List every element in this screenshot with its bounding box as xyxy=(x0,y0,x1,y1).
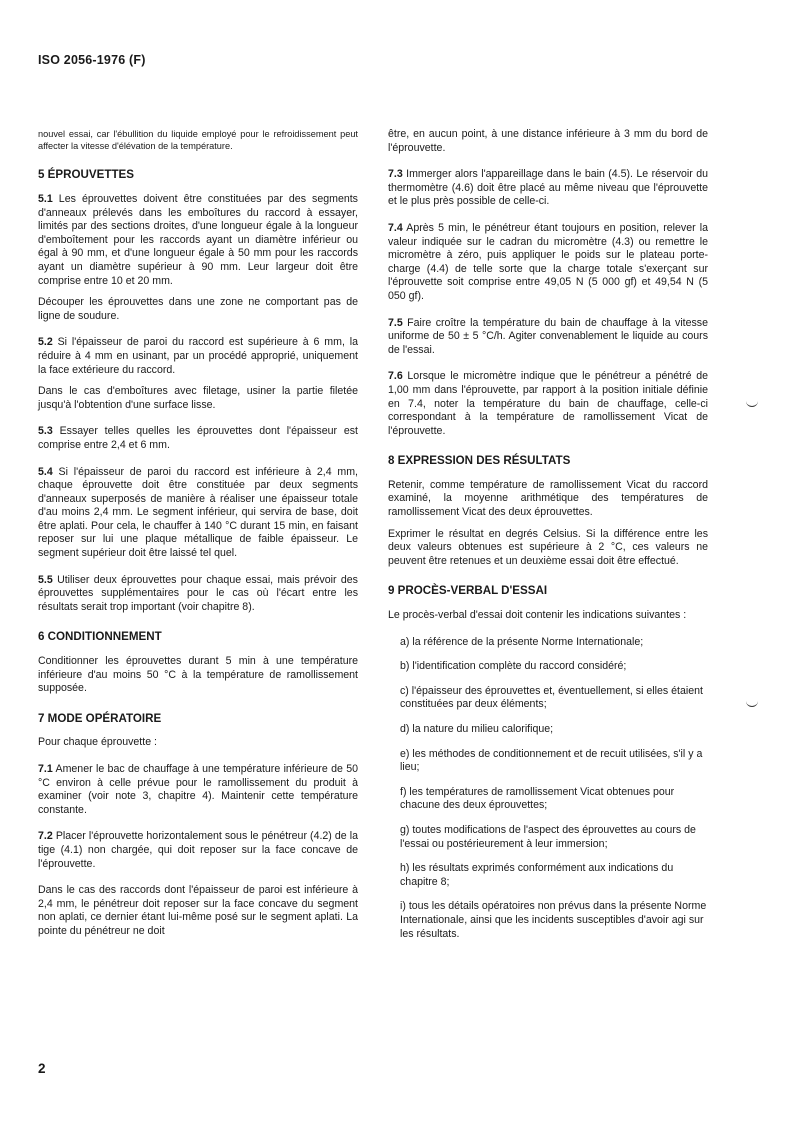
clause-text: Lorsque le micromètre indique que le pénétreur a pénétré de 1,00 mm dans l'éprouvette, par rapport à la position initiale définie en 7.4, noter la température du bain de chauffage, celle-ci correspondant à la température de ramollissement Vicat de l'éprouvette. xyxy=(388,370,708,437)
list-item: b) l'identification complète du raccord considéré; xyxy=(400,660,627,673)
list-item: d) la nature du milieu calorifique; xyxy=(400,723,554,735)
clause-6: Conditionner les éprouvettes durant 5 min à une température inférieure d'au moins 50 °C à la température de ramollissement supposée. xyxy=(38,655,358,695)
section-7-intro: Pour chaque éprouvette : xyxy=(38,736,157,749)
section-7-title: 7 MODE OPÉRATOIRE xyxy=(38,711,162,725)
clause-number: 7.1 xyxy=(38,763,53,775)
clause-text: Immerger alors l'appareillage dans le bain (4.5). Le réservoir du thermomètre (4.6) doit être placé au même niveau que l'éprouvette et le plus près possible de celle-ci. xyxy=(388,168,708,208)
clause-text: Si l'épaisseur de paroi du raccord est supérieure à 6 mm, la réduire à 4 mm en usinant, par un procédé approprié, uniquement la face extérieure du raccord. xyxy=(38,336,358,376)
clause-text: Placer l'éprouvette horizontalement sous le pénétreur (4.2) de la tige (4.1) non chargée, qui doit reposer sur la face concave de l'éprouvette. xyxy=(38,830,358,870)
list-item: f) les températures de ramollissement Vicat obtenues pour chacune des deux éprouvettes; xyxy=(400,785,675,812)
list-item: g) toutes modifications de l'aspect des éprouvettes au cours de l'essai ou postérieurement à leur immersion; xyxy=(400,823,696,850)
clause-number: 7.2 xyxy=(38,830,53,843)
clause-number: 7.4 xyxy=(388,221,403,234)
clause-number: 7.3 xyxy=(388,168,403,181)
list-item: a) la référence de la présente Norme Internationale; xyxy=(400,635,644,648)
clause-number: 5.5 xyxy=(38,573,53,586)
list-item: i) tous les détails opératoires non prévus dans la présente Norme Internationale, ainsi que les incidents susceptibles d'avoir agi sur les résultats. xyxy=(400,900,707,940)
clause-7-2-b: Dans le cas des raccords dont l'épaisseur de paroi est inférieure à 2,4 mm, le pénétreur doit reposer sur la face concave du segment non aplati, ce dernier étant lui-même posé sur le segment aplati. La pointe du pénétreur ne doit xyxy=(38,884,358,937)
margin-mark-icon xyxy=(746,400,758,407)
clause-text: Amener le bac de chauffage à une température inférieure de 50 °C environ à celle prévue pour le ramollissement du produit à examiner (voir note 3, chapitre 4). Maintenir cette température constante. xyxy=(38,763,359,816)
clause-text: Essayer telles quelles les éprouvettes dont l'épaisseur est comprise entre 2,4 et 6 mm. xyxy=(38,425,358,451)
clause-5-5 xyxy=(38,574,358,615)
clause-7-5 xyxy=(388,317,708,358)
clause-7-3 xyxy=(388,168,708,209)
clause-number: 7.6 xyxy=(388,370,403,383)
section-6-title: 6 CONDITIONNEMENT xyxy=(38,630,162,644)
clause-5-2-b: Dans le cas d'emboîtures avec filetage, usiner la partie filetée jusqu'à l'obtention d'une surface lisse. xyxy=(38,385,358,411)
clause-5-2 xyxy=(38,336,358,377)
clause-7-2 xyxy=(38,830,358,871)
section-5-title: 5 ÉPROUVETTES xyxy=(38,168,134,182)
section-8-title: 8 EXPRESSION DES RÉSULTATS xyxy=(388,454,571,468)
left-column xyxy=(38,128,358,947)
clause-5-4 xyxy=(38,466,358,561)
intro-paragraph: nouvel essai, car l'ébullition du liquide employé pour le refroidissement peut affecter la vitesse d'élévation de la température. xyxy=(38,129,358,152)
clause-number: 5.3 xyxy=(38,425,53,438)
clause-7-2-continued: être, en aucun point, à une distance inférieure à 3 mm du bord de l'éprouvette. xyxy=(388,128,708,154)
clause-text: Les éprouvettes doivent être constituées par des segments d'anneaux prélevés dans les emboîtures du raccord à essayer, limités par des sections droites, d'une longueur égale à la longueur d'emboîtement pour les raccords ayant un diamètre inférieur ou égal à 90 mm, et d'une longueur égale à 50 mm pour les raccords ayant un diamètre supérieur à 90 mm. Leur largeur doit être comprise entre 10 et 20 mm. xyxy=(38,193,358,287)
clause-5-1-b: Découper les éprouvettes dans une zone ne comportant pas de ligne de soudure. xyxy=(38,296,358,322)
list-item: h) les résultats exprimés conformément aux indications du chapitre 8; xyxy=(400,862,674,888)
clause-7-1 xyxy=(38,763,358,817)
clause-7-4 xyxy=(388,222,708,304)
margin-mark-icon xyxy=(746,700,758,707)
clause-text: Utiliser deux éprouvettes pour chaque essai, mais prévoir des éprouvettes supplémentaires pour le cas où l'écart entre les résultats serait trop important (voir chapitre 8). xyxy=(38,573,358,613)
clause-text: Si l'épaisseur de paroi du raccord est inférieure à 2,4 mm, chaque éprouvette doit être constituée par deux segments d'anneaux superposés de manière à réaliser une épaisseur totale d'au moins 2,4 mm. Le segment inférieur, qui servira de base, doit être aplati. Pour cela, le chauffer à 140 °C durant 15 min, en faisant reposer sur lui une plaque métallique de faible épaisseur. Le segment supérieur doit être laissé tel quel. xyxy=(38,465,358,560)
list-item: e) les méthodes de conditionnement et de recuit utilisées, s'il y a lieu; xyxy=(400,747,703,774)
clause-number: 7.5 xyxy=(388,316,403,329)
clause-7-6 xyxy=(388,370,708,438)
list-item: c) l'épaisseur des éprouvettes et, éventuellement, si elles étaient constituées par deux éléments; xyxy=(400,684,703,711)
clause-5-3 xyxy=(38,425,358,452)
right-column xyxy=(388,128,708,952)
clause-text: Faire croître la température du bain de chauffage à la vitesse uniforme de 50 ± 5 °C/h. Agiter convenablement le liquide au cours de l'essai. xyxy=(388,316,708,356)
clause-8-a: Retenir, comme température de ramollissement Vicat du raccord examiné, la moyenne arithmétique des températures de ramollissement Vicat des deux éprouvettes. xyxy=(388,478,708,519)
clause-5-1 xyxy=(38,193,358,288)
clause-number: 5.2 xyxy=(38,336,53,349)
section-9-intro: Le procès-verbal d'essai doit contenir les indications suivantes : xyxy=(388,609,687,622)
clause-text: Après 5 min, le pénétreur étant toujours en position, relever la valeur indiquée sur le cadran du micromètre (4.3) ou remettre le micromètre à zéro, puis appliquer le poids sur le plateau porte-charge (4.4) de telle sorte que la charge totale s'exerçant sur l'éprouvette soit comprise entre 49,05 N (5 000 gf) et 49,54 N (5 050 gf). xyxy=(388,221,708,302)
page-number: 2 xyxy=(38,1061,46,1076)
clause-8-b: Exprimer le résultat en degrés Celsius. Si la différence entre les deux valeurs obtenues est supérieure à 2 °C, ces valeurs ne peuvent être retenues et un deuxième essai doit être effectué. xyxy=(388,527,708,567)
clause-number: 5.4 xyxy=(38,465,53,478)
document-code: ISO 2056-1976 (F) xyxy=(38,53,146,67)
section-9-title: 9 PROCÈS-VERBAL D'ESSAI xyxy=(388,584,548,598)
clause-number: 5.1 xyxy=(38,193,53,205)
